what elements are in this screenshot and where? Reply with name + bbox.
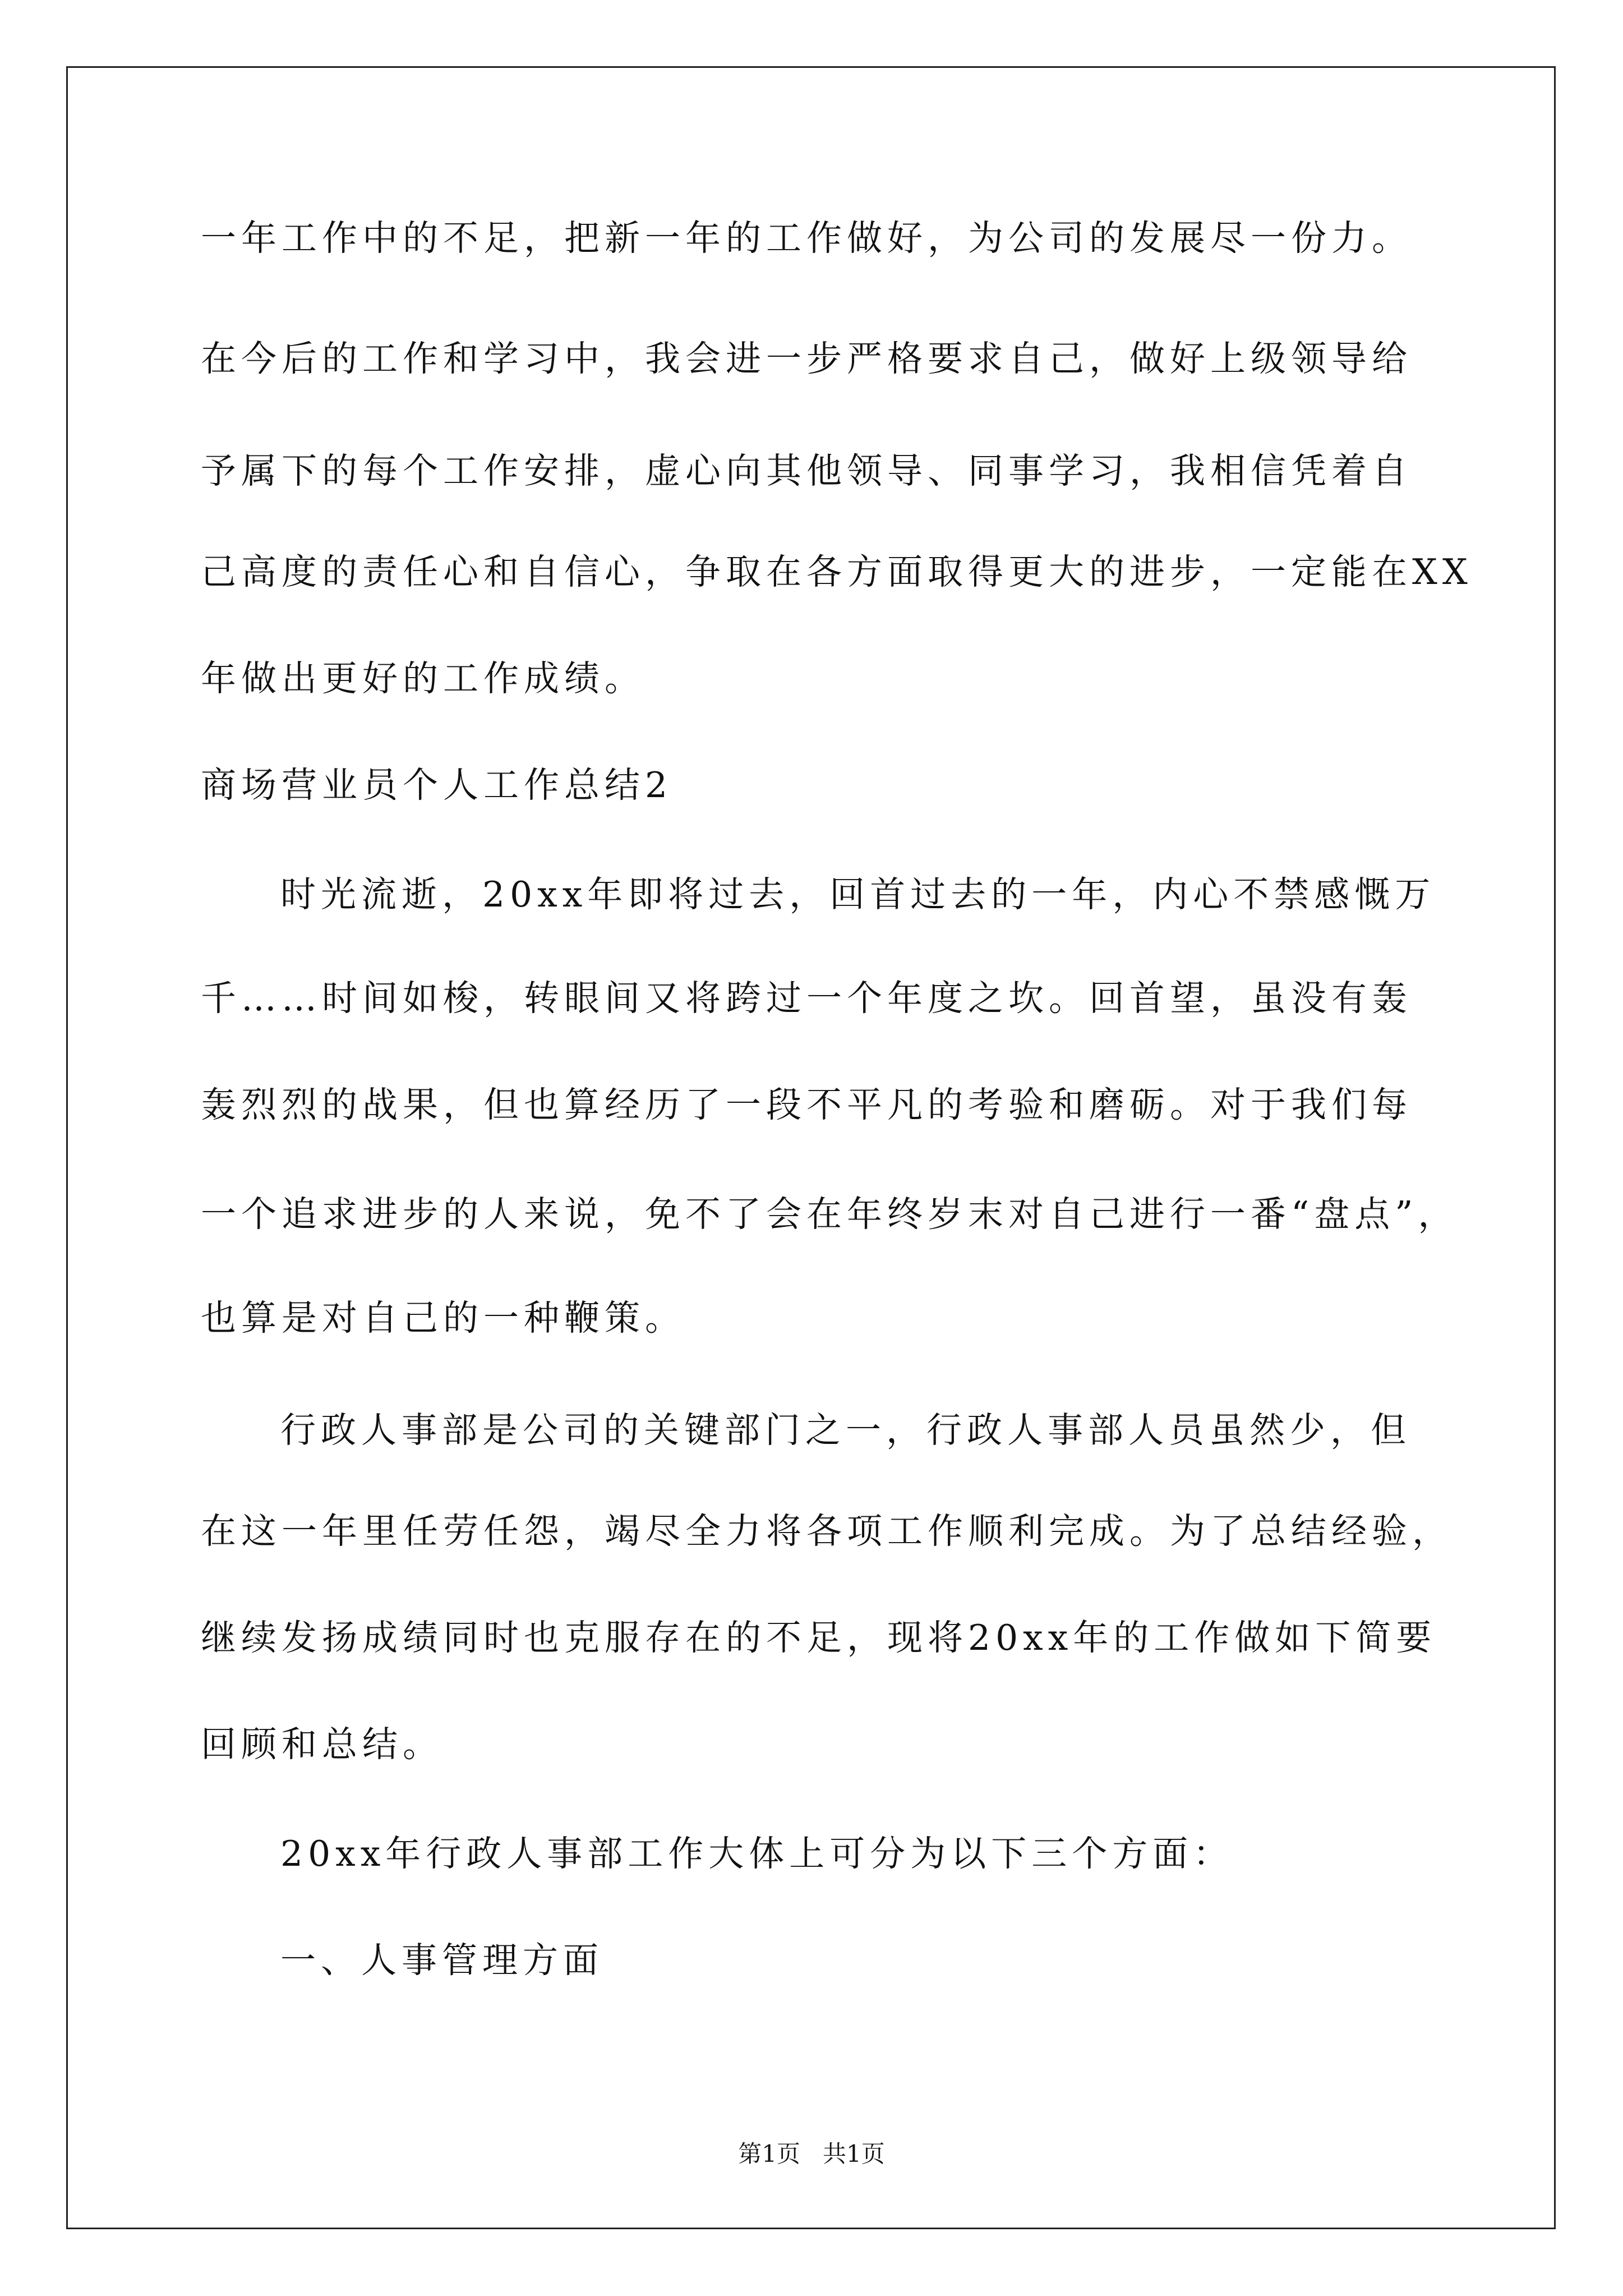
text-line: 行政人事部是公司的关键部门之一，行政人事部人员虽然少，但 xyxy=(280,1410,1411,1451)
text-line: 轰烈烈的战果，但也算经历了一段不平凡的考验和磨砺。对于我们每 xyxy=(201,1084,1412,1125)
text-line: 一年工作中的不足，把新一年的工作做好，为公司的发展尽一份力。 xyxy=(201,218,1412,259)
text-line: 在这一年里任劳任怨，竭尽全力将各项工作顺利完成。为了总结经验， xyxy=(201,1511,1453,1552)
text-line: 时光流逝，20xx年即将过去，回首过去的一年，内心不禁感慨万 xyxy=(280,874,1436,915)
text-line: 在今后的工作和学习中，我会进一步严格要求自己，做好上级领导给 xyxy=(201,338,1412,379)
text-line: 回顾和总结。 xyxy=(201,1724,443,1765)
text-line: 继续发扬成绩同时也克服存在的不足，现将20xx年的工作做如下简要 xyxy=(201,1617,1437,1658)
text-line: 一个追求进步的人来说，免不了会在年终岁末对自己进行一番“盘点”， xyxy=(201,1194,1459,1235)
page-footer: 第1页 共1页 xyxy=(738,2140,885,2168)
text-line: 一、人事管理方面 xyxy=(280,1940,603,1981)
text-line: 千……时间如梭，转眼间又将跨过一个年度之坎。回首望，虽没有轰 xyxy=(201,978,1412,1019)
section-heading: 商场营业员个人工作总结2 xyxy=(201,765,673,806)
text-line: 20xx年行政人事部工作大体上可分为以下三个方面： xyxy=(280,1833,1234,1874)
text-line: 予属下的每个工作安排，虚心向其他领导、同事学习，我相信凭着自 xyxy=(201,450,1412,491)
text-line: 己高度的责任心和自信心，争取在各方面取得更大的进步，一定能在XX xyxy=(201,551,1473,592)
text-line: 年做出更好的工作成绩。 xyxy=(201,658,645,699)
text-line: 也算是对自己的一种鞭策。 xyxy=(201,1297,685,1338)
page-border xyxy=(66,66,1556,2229)
